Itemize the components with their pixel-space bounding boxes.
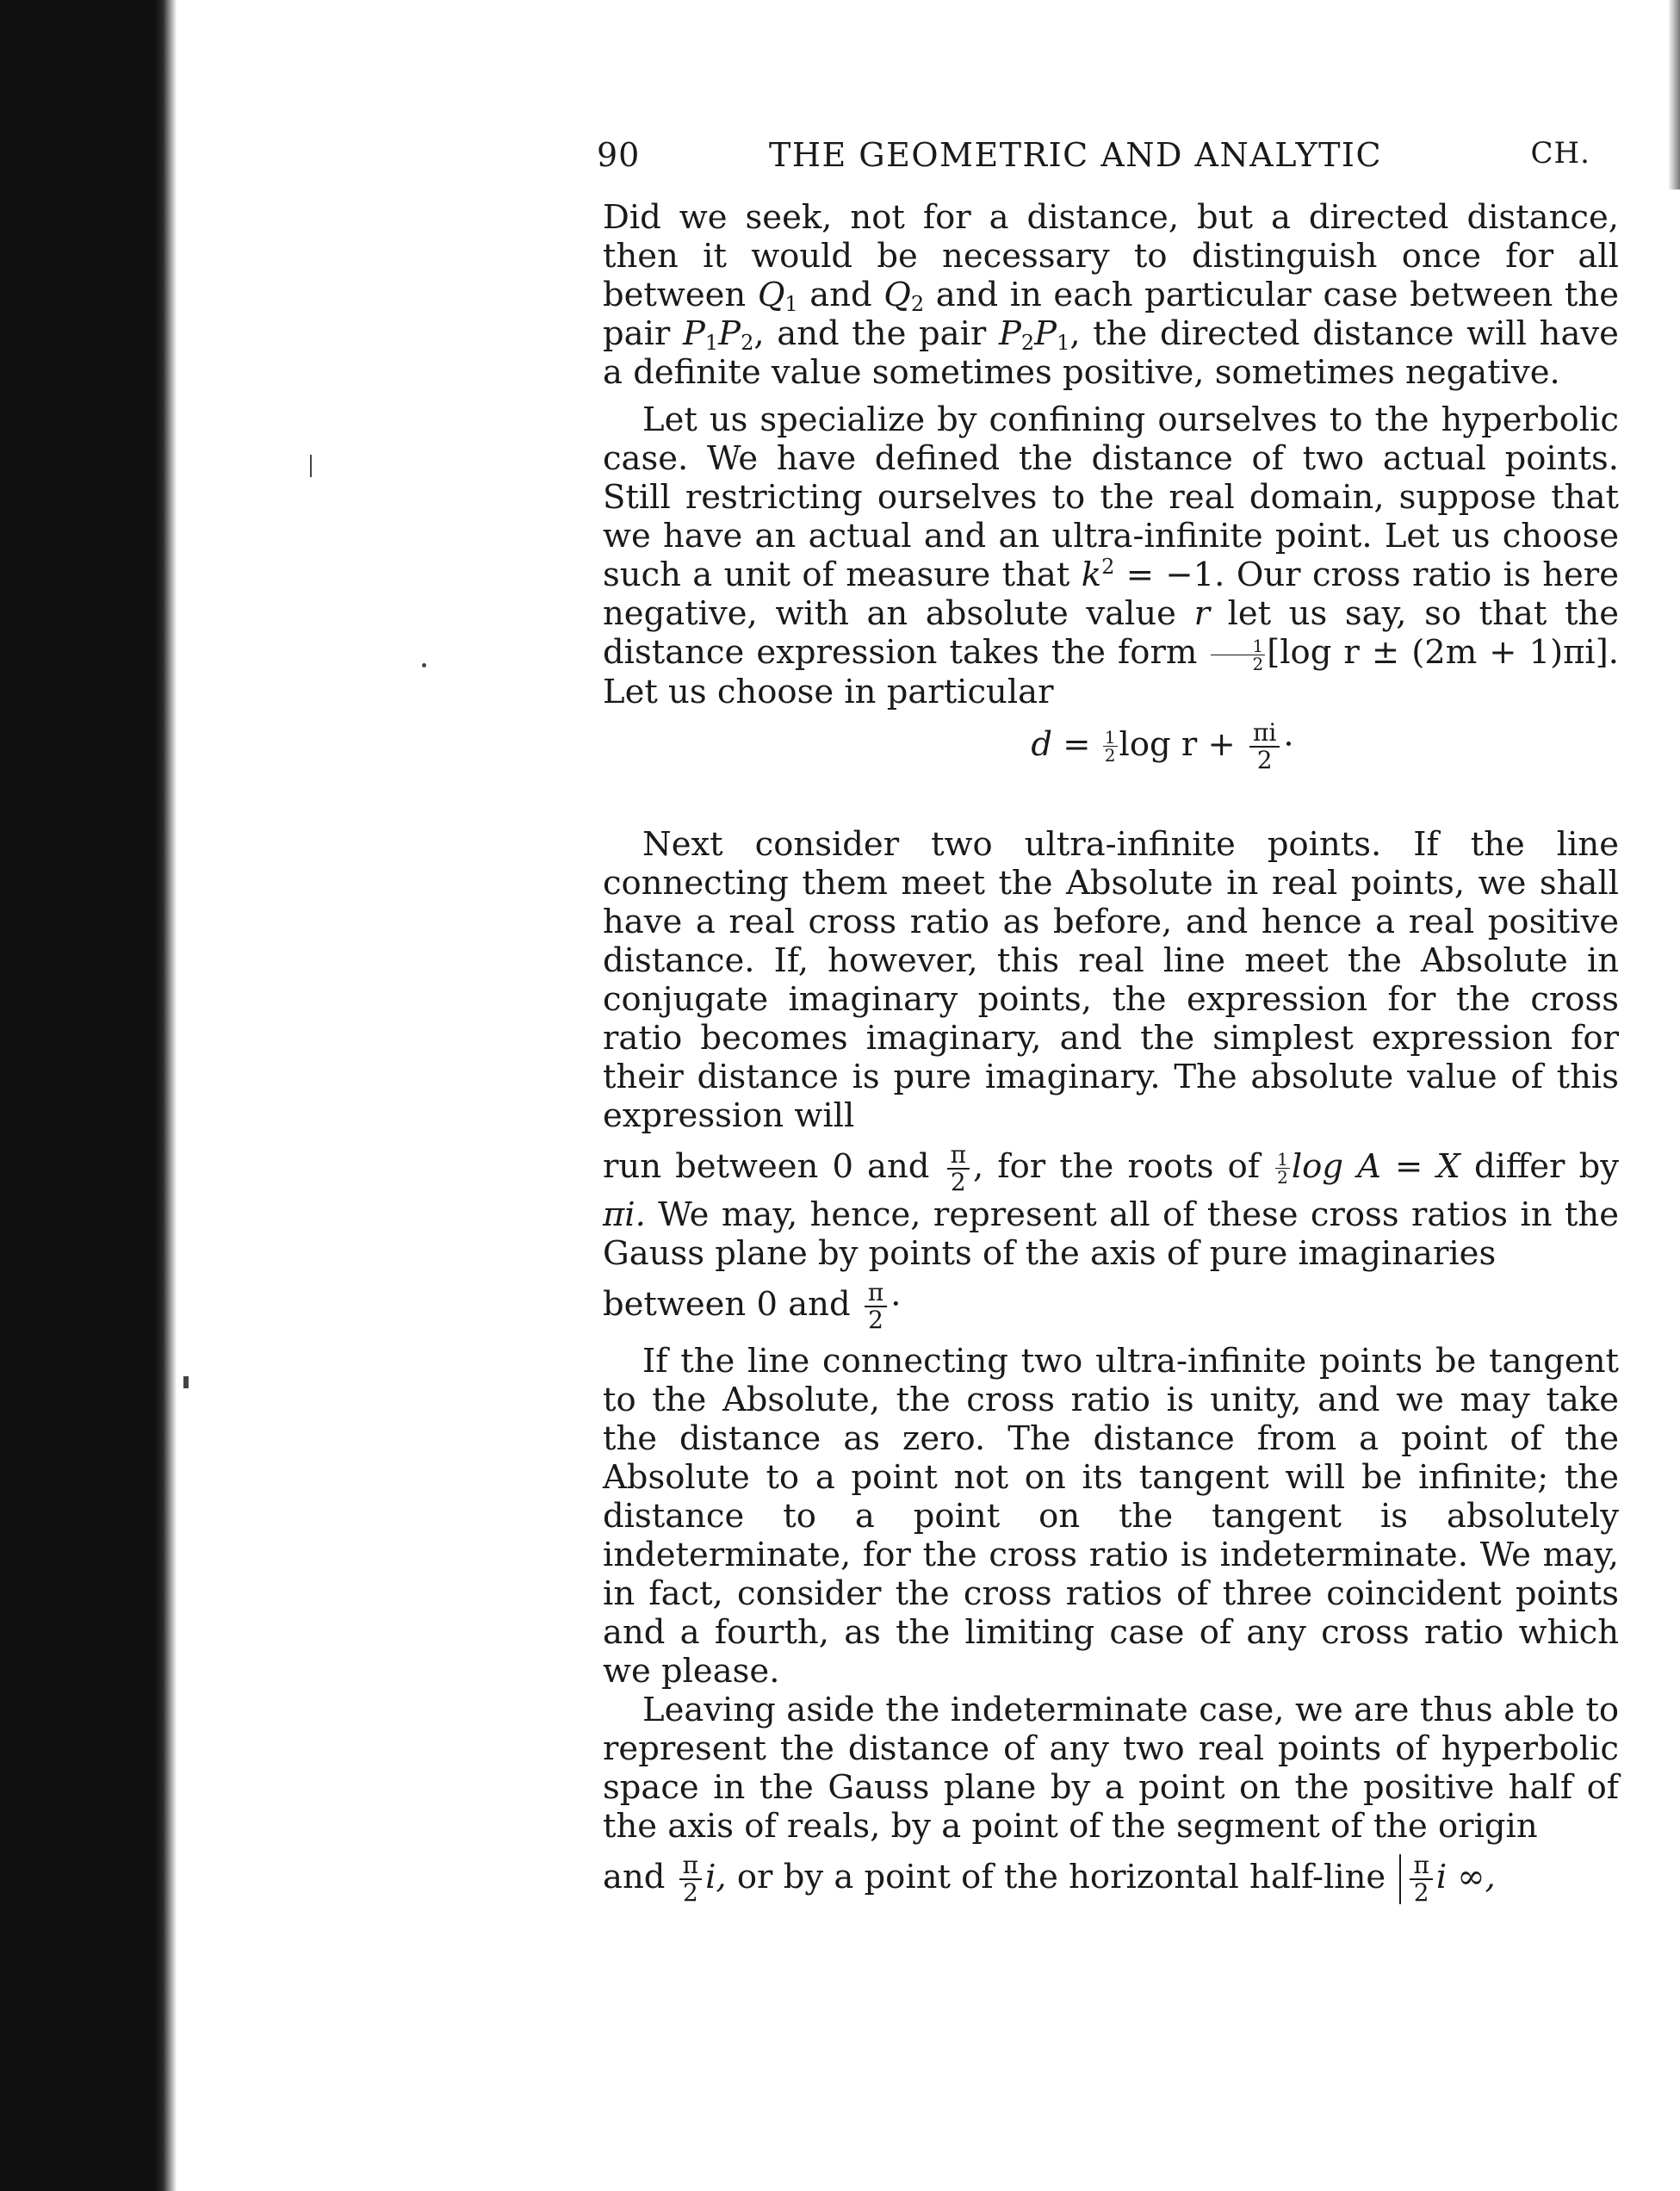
paragraph-ultra-infinite-points: Next consider two ultra-infinite points. If the line connecting them meet the Absolute in real points, we shall have a real cross ratio as before, and hence a real positive distance. If, however, this real line meet the Absolute in conjugate imaginary points, the expression for the cross ratio becomes imaginary, and the simplest expression for their distance is pure imaginary. The absolute value of this expression will	[603, 824, 1619, 1135]
scan-edge-gradient	[146, 0, 177, 2191]
fraction-pi-over-2: $\frac{\pi}{2}$	[679, 1853, 702, 1906]
scan-speck	[422, 663, 426, 667]
scan-speck	[310, 455, 312, 477]
paragraph-gauss-plane-end: and $\frac{\pi}{2}$ i, or by a point of the horizontal half-line $\frac{\pi}{2}$ i ∞,	[603, 1850, 1496, 1907]
fraction-pi-over-2: $\frac{\pi}{2}$	[947, 1142, 970, 1195]
chapter-abbreviation: CH.	[1530, 136, 1590, 171]
display-equation: d = $\frac{1}{2}$ log r + $\frac{\pi i}{2}$ ·	[1031, 717, 1294, 774]
paragraph-hyperbolic-case: Let us specialize by confining ourselves to the hyperbolic case. We have defined the distance of two actual points. Still restricting ourselves to the real domain, suppose that we have an actual and an ultra-infinite point. Let us choose such a unit of measure that $k^2 = -1$. Our cross ratio is here negative, with an absolute value r let us say, so that the distance expression takes the form $\frac{1}{2}$ [log r ± (2m + 1)πi]. Let us choose in particular	[603, 400, 1620, 711]
paragraph-tangent-case: If the line connecting two ultra-infinite points be tangent to the Absolute, the cross ratio is unity, and we may take the distance as zero. The distance from a point of the Absolute to a point not on its tangent will be infinite; the distance to a point on the tangent is absolutely indeterminate, for the cross ratio is indeterminate. We may, in fact, consider the cross ratios of three coincident points and a fourth, as the limiting case of any cross ratio which we please.	[603, 1341, 1619, 1691]
paragraph-directed-distance: Did we seek, not for a distance, but a directed distance, then it would be necessary to distinguish once for all between $Q_1$ and $Q_2$ and in each particular case between the pair $P_1P_2$, and the pair $P_2P_1$, the directed distance will have a definite value sometimes positive, sometimes negative.	[603, 198, 1619, 392]
scan-speck	[183, 1376, 189, 1388]
vertical-bar	[1399, 1854, 1401, 1904]
paragraph-ultra-infinite-points-cont: run between 0 and $\frac{\pi}{2}$ , for the roots of $\frac{1}{2}$ log A = X differ by πi. We may, hence, represent all of these cross ratios in the Gauss plane by points of the axis of pure imaginaries	[603, 1139, 1619, 1273]
paragraph-ultra-infinite-points-end: between 0 and $\frac{\pi}{2}$ ·	[603, 1277, 902, 1334]
fraction-pi-i-over-2: $\frac{\pi i}{2}$	[1249, 720, 1280, 773]
running-title: THE GEOMETRIC AND ANALYTIC	[769, 136, 1383, 174]
page-number: 90	[597, 136, 641, 174]
scan-gutter-shadow	[1668, 0, 1680, 189]
fraction-pi-over-2: $\frac{\pi}{2}$	[865, 1280, 887, 1333]
paragraph-gauss-plane: Leaving aside the indeterminate case, we are thus able to represent the distance of any two real points of hyperbolic space in the Gauss plane by a point on the positive half of the axis of reals, by a point of the segment of the origin	[603, 1690, 1619, 1846]
fraction-pi-over-2: $\frac{\pi}{2}$	[1410, 1853, 1432, 1906]
fraction-one-half: $\frac{1}{2}$	[1211, 637, 1265, 673]
body-text	[603, 198, 1619, 1906]
page-header	[597, 131, 1596, 183]
